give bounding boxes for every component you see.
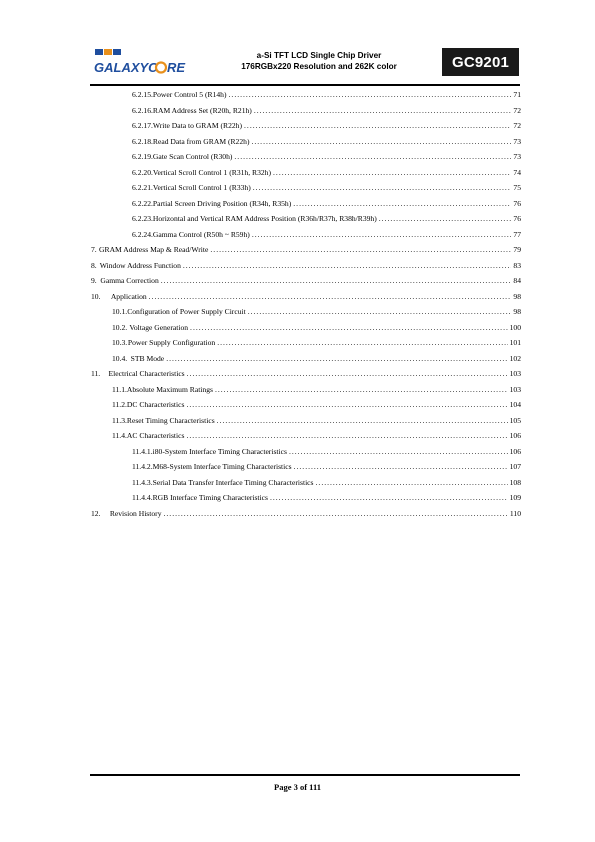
toc-entry-title: i80-System Interface Timing Characteristics — [152, 446, 287, 456]
toc-entry[interactable] — [132, 445, 521, 458]
toc-entry-page: 110 — [509, 508, 521, 518]
toc-entry-page: 75 — [513, 183, 521, 192]
toc-entry[interactable] — [112, 383, 521, 396]
toc-entry-number: 7. — [91, 245, 97, 254]
toc-entry-page: 98 — [513, 307, 521, 316]
toc-entry-page: 72 — [513, 105, 521, 115]
toc-entry-page: 72 — [513, 121, 521, 130]
toc-entry-page: 106 — [509, 431, 521, 440]
toc-entry-title: STB Mode — [130, 353, 165, 363]
toc-entry-title: Revision History — [109, 508, 162, 518]
toc-leader-dots — [316, 476, 508, 489]
toc-leader-dots — [166, 352, 507, 365]
toc-entry-title: Voltage Generation — [129, 322, 189, 332]
toc-entry-title: Vertical Scroll Control 1 (R31h, R32h) — [152, 167, 272, 177]
toc-leader-dots — [210, 243, 511, 256]
toc-entry-number: 10.4. — [112, 353, 128, 363]
toc-entry-title: Configuration of Power Supply Circuit — [127, 307, 246, 316]
toc-leader-dots — [294, 460, 508, 473]
toc-entry-page: 105 — [509, 415, 521, 425]
toc-entry[interactable] — [112, 352, 521, 365]
toc-entry-page: 108 — [509, 477, 521, 487]
document-title — [214, 50, 424, 72]
toc-leader-dots — [254, 104, 512, 117]
toc-entry[interactable] — [91, 290, 521, 303]
toc-entry-page: 102 — [509, 353, 521, 363]
toc-leader-dots — [248, 305, 512, 318]
toc-entry-number: 6.2.22. — [132, 198, 153, 208]
toc-entry[interactable] — [132, 166, 521, 179]
toc-leader-dots — [217, 336, 507, 349]
toc-entry[interactable] — [132, 119, 521, 132]
toc-entry[interactable] — [91, 367, 521, 380]
page-header — [0, 0, 595, 88]
svg-text:GALAXYC: GALAXYC — [94, 60, 158, 75]
toc-entry-number: 11.4.4. — [132, 493, 153, 502]
toc-leader-dots — [229, 88, 512, 101]
toc-entry-title: Power Supply Configuration — [127, 338, 216, 347]
toc-entry-number: 6.2.17. — [132, 121, 153, 130]
footer-divider — [90, 774, 520, 776]
toc-entry-number: 11.4.3. — [132, 477, 153, 487]
toc-entry-title: Electrical Characteristics — [108, 369, 185, 378]
toc-entry[interactable] — [112, 305, 521, 318]
toc-entry[interactable] — [132, 197, 521, 210]
toc-entry-number: 6.2.20. — [132, 167, 153, 177]
toc-entry[interactable] — [132, 228, 521, 241]
toc-leader-dots — [379, 212, 512, 225]
toc-entry-page: 79 — [513, 245, 521, 254]
toc-entry-title: Absolute Maximum Ratings — [126, 384, 213, 394]
toc-entry[interactable] — [132, 104, 521, 117]
toc-entry-number: 10.3. — [112, 338, 128, 347]
toc-entry[interactable] — [132, 88, 521, 101]
title-line-2: 176RGBx220 Resolution and 262K color — [241, 62, 397, 71]
toc-entry[interactable] — [91, 243, 521, 256]
toc-entry-number: 6.2.16. — [132, 105, 153, 115]
toc-entry-page: 103 — [509, 384, 521, 394]
toc-entry-title: Serial Data Transfer Interface Timing Characteristics — [152, 477, 314, 487]
toc-entry-page: 73 — [513, 152, 521, 161]
toc-leader-dots — [293, 197, 511, 210]
galaxycore-logo — [92, 46, 186, 80]
toc-entry-title: Read Data from GRAM (R22h) — [152, 136, 250, 146]
toc-leader-dots — [161, 274, 512, 287]
toc-entry-number: 11.3. — [112, 415, 127, 425]
toc-entry-title: Gamma Correction — [100, 276, 159, 285]
toc-entry-title: Window Address Function — [99, 260, 181, 270]
toc-leader-dots — [215, 383, 508, 396]
toc-leader-dots — [289, 445, 508, 458]
toc-entry[interactable] — [112, 429, 521, 442]
toc-entry-page: 103 — [509, 369, 521, 378]
toc-entry-title: Write Data to GRAM (R22h) — [152, 121, 243, 130]
toc-leader-dots — [251, 135, 511, 148]
toc-entry-title: Gamma Control (R50h ~ R59h) — [152, 229, 250, 239]
toc-entry-title: Reset Timing Characteristics — [126, 415, 215, 425]
toc-entry-page: 100 — [509, 322, 521, 332]
toc-entry-number: 12. — [91, 508, 101, 518]
toc-entry-number: 6.2.24. — [132, 229, 153, 239]
toc-entry-title: Horizontal and Vertical RAM Address Position (R36h/R37h, R38h/R39h) — [152, 214, 377, 223]
toc-entry-number: 6.2.23. — [132, 214, 153, 223]
toc-entry-page: 104 — [509, 400, 521, 409]
toc-entry-number: 9. — [91, 276, 97, 285]
toc-entry-number: 6.2.18. — [132, 136, 153, 146]
toc-entry-title: Gate Scan Control (R30h) — [152, 152, 233, 161]
toc-entry-number: 8. — [91, 260, 97, 270]
toc-leader-dots — [252, 228, 512, 241]
toc-entry[interactable] — [91, 274, 521, 287]
toc-entry-title: Partial Screen Driving Position (R34h, R35h) — [152, 198, 292, 208]
toc-leader-dots — [244, 119, 511, 132]
toc-entry-page: 98 — [513, 291, 521, 301]
toc-leader-dots — [149, 290, 512, 303]
toc-entry-number: 6.2.15. — [132, 90, 153, 99]
toc-leader-dots — [186, 429, 507, 442]
chip-badge: GC9201 — [442, 48, 519, 76]
toc-entry[interactable] — [112, 414, 521, 427]
toc-entry-page: 73 — [513, 136, 521, 146]
toc-entry-page: 76 — [513, 198, 521, 208]
toc-entry-number: 11.4.2. — [132, 462, 153, 471]
toc-entry-number: 11.4. — [112, 431, 127, 440]
toc-entry-page: 83 — [513, 260, 521, 270]
svg-text:RE: RE — [167, 60, 186, 75]
title-line-1: a-Si TFT LCD Single Chip Driver — [256, 51, 382, 60]
toc-entry[interactable] — [91, 507, 521, 520]
toc-entry-title: Application — [110, 291, 147, 301]
toc-entry[interactable] — [132, 181, 521, 194]
toc-entry[interactable] — [132, 150, 521, 163]
toc-entry-title: Vertical Scroll Control 1 (R33h) — [152, 183, 251, 192]
toc-entry-number: 10. — [91, 291, 101, 301]
toc-entry[interactable] — [132, 460, 521, 473]
toc-leader-dots — [190, 321, 508, 334]
toc-entry-number: 6.2.19. — [132, 152, 153, 161]
toc-entry-page: 74 — [513, 167, 521, 177]
toc-leader-dots — [270, 491, 508, 504]
toc-entry-page: 76 — [513, 214, 521, 223]
toc-entry-page: 109 — [509, 493, 521, 502]
toc-entry[interactable] — [132, 491, 521, 504]
toc-entry-title: RGB Interface Timing Characteristics — [152, 493, 268, 502]
toc-entry-number: 11.1. — [112, 384, 127, 394]
toc-entry-title: RAM Address Set (R20h, R21h) — [152, 105, 252, 115]
toc-entry-page: 84 — [513, 276, 521, 285]
toc-leader-dots — [217, 414, 508, 427]
toc-entry[interactable] — [112, 398, 521, 411]
toc-entry-title: AC Characteristics — [126, 431, 185, 440]
toc-entry[interactable] — [132, 212, 521, 225]
toc-entry-number: 10.1. — [112, 307, 128, 316]
toc-leader-dots — [253, 181, 512, 194]
toc-entry[interactable] — [112, 336, 521, 349]
header-divider — [90, 84, 520, 86]
toc-leader-dots — [234, 150, 511, 163]
toc-entry[interactable] — [132, 135, 521, 148]
toc-entry-page: 101 — [509, 338, 521, 347]
toc-entry-title: DC Characteristics — [126, 400, 185, 409]
toc-entry-title: Power Control 5 (R14h) — [152, 90, 227, 99]
page-number: Page 3 of 111 — [274, 782, 321, 792]
toc-entry[interactable] — [91, 259, 521, 272]
toc-entry-number: 11.4.1. — [132, 446, 153, 456]
toc-entry[interactable] — [132, 476, 521, 489]
galaxycore-logo-graphic — [92, 46, 186, 80]
toc-entry-page: 106 — [509, 446, 521, 456]
toc-leader-dots — [273, 166, 511, 179]
toc-entry-page: 77 — [513, 229, 521, 239]
toc-entry-number: 11.2. — [112, 400, 127, 409]
toc-entry-title: M68-System Interface Timing Characteristics — [152, 462, 292, 471]
toc-leader-dots — [186, 398, 507, 411]
toc-entry-page: 71 — [513, 90, 521, 99]
toc-entry-title: GRAM Address Map & Read/Write — [99, 245, 209, 254]
toc-entry-number: 10.2. — [112, 322, 128, 332]
toc-leader-dots — [183, 259, 512, 272]
toc-leader-dots — [187, 367, 508, 380]
toc-entry-number: 6.2.21. — [132, 183, 153, 192]
toc-leader-dots — [164, 507, 508, 520]
toc-entry[interactable] — [112, 321, 521, 334]
toc-entry-page: 107 — [509, 462, 521, 471]
toc-entry-number: 11. — [91, 369, 101, 378]
